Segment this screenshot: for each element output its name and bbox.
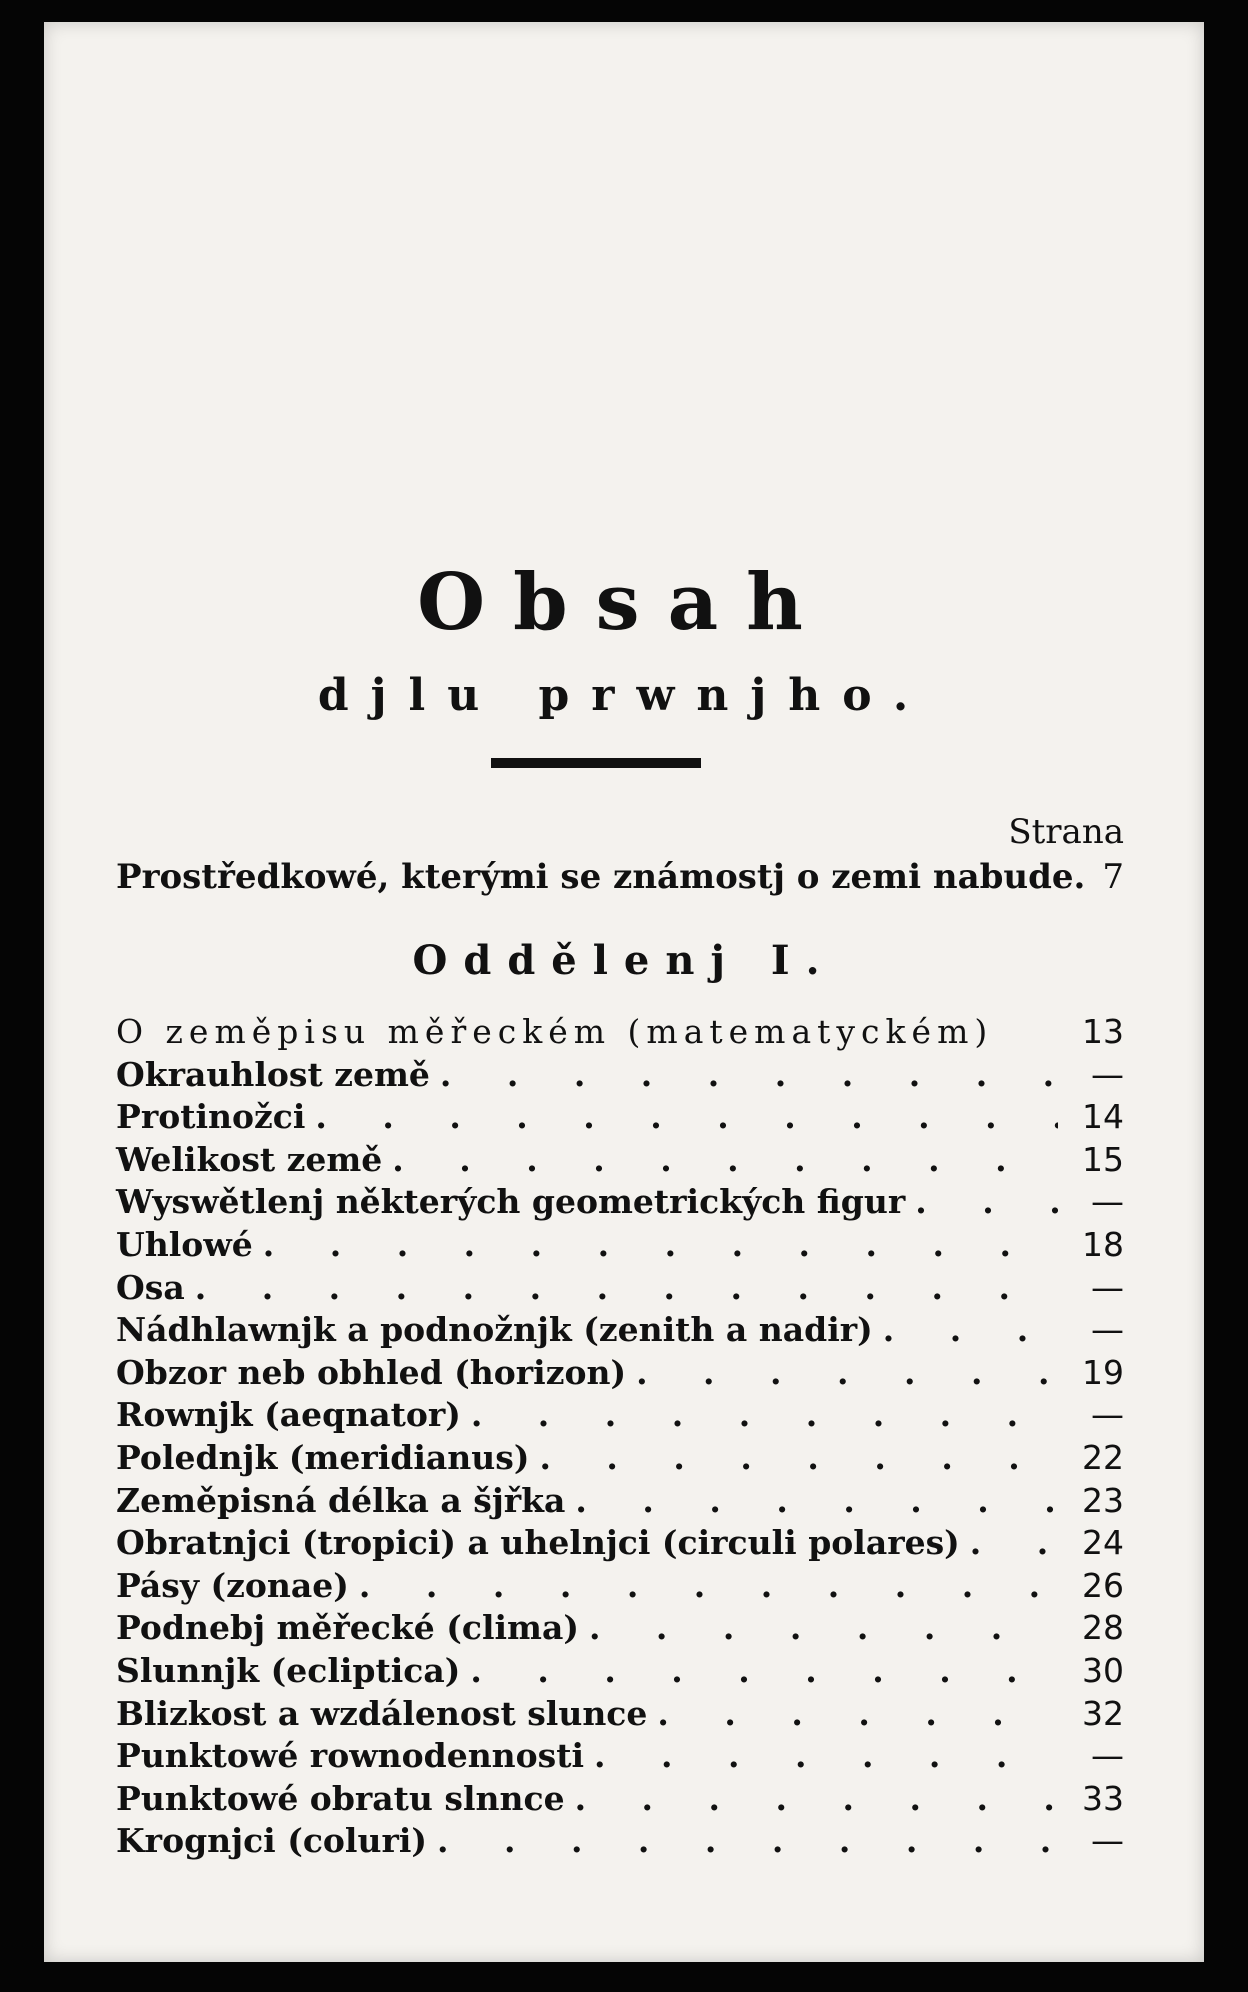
toc-entry-label: Punktowé obratu slnnce — [116, 1778, 565, 1818]
toc-entry — [116, 1140, 1124, 1183]
toc-entry-label: Punktowé rownodennosti — [116, 1736, 585, 1776]
toc-entry — [116, 1182, 1124, 1225]
toc-entry — [116, 1395, 1124, 1438]
title-rule — [491, 758, 701, 768]
page-column-label: Strana — [1008, 812, 1124, 852]
toc-leader-dots — [263, 1225, 1058, 1264]
toc-leader-dots — [589, 1608, 1058, 1647]
toc-leader-dots — [970, 1523, 1058, 1562]
toc-entry-page: 26 — [1082, 1565, 1124, 1605]
intro-page: 7 — [1102, 857, 1124, 897]
toc-leader-dots — [539, 1438, 1058, 1477]
toc-entry-label: O zeměpisu měřeckém (matematyckém) — [116, 1012, 994, 1051]
toc-entry-label: Osa — [116, 1267, 185, 1307]
toc-entry — [116, 1353, 1124, 1396]
toc-entry-page: 22 — [1082, 1437, 1124, 1477]
toc-entry — [116, 1310, 1124, 1353]
toc-leader-dots — [440, 1055, 1058, 1094]
toc-leader-dots — [594, 1736, 1058, 1775]
toc-entry-page: 15 — [1082, 1139, 1124, 1179]
toc-entry-page: — — [1091, 1182, 1124, 1222]
toc-entry-label: Podnebj měřecké (clima) — [116, 1608, 579, 1648]
toc-leader-dots — [575, 1481, 1058, 1520]
toc-entry-page: — — [1091, 1395, 1124, 1435]
toc-leader-dots — [359, 1566, 1058, 1605]
toc-leader-dots — [883, 1310, 1058, 1349]
toc-leader-dots — [471, 1395, 1058, 1434]
toc-entry-page: 32 — [1082, 1693, 1124, 1733]
toc-entry-label: Okrauhlost země — [116, 1054, 430, 1094]
toc-entry — [116, 1481, 1124, 1524]
toc-entry — [116, 1608, 1124, 1651]
toc-entry-label: Obratnjci (tropici) a uhelnjci (circuli polares) — [116, 1523, 960, 1563]
table-of-contents — [116, 1012, 1124, 1864]
page-subtitle: djlu prwnjho. — [317, 670, 931, 721]
toc-entry-page: 23 — [1082, 1480, 1124, 1520]
toc-entry-page: — — [1091, 1054, 1124, 1094]
toc-entry-label: Blizkost a wzdálenost slunce — [116, 1693, 648, 1733]
toc-entry — [116, 1736, 1124, 1779]
toc-entry-label: Krognjci (coluri) — [116, 1821, 427, 1861]
intro-entry — [116, 857, 1124, 897]
toc-entry — [116, 1694, 1124, 1737]
toc-leader-dots — [195, 1268, 1058, 1307]
toc-entry-label: Nádhlawnjk a podnožnjk (zenith a nadir) — [116, 1310, 873, 1350]
toc-entry — [116, 1523, 1124, 1566]
toc-entry-label: Protinožci — [116, 1097, 306, 1137]
toc-leader-dots — [636, 1353, 1058, 1392]
toc-leader-dots — [470, 1651, 1058, 1690]
intro-label: Prostředkowé, kterými se známostj o zemi nabude. — [116, 857, 1086, 897]
toc-entry-page: 18 — [1082, 1224, 1124, 1264]
toc-entry-label: Uhlowé — [116, 1224, 253, 1264]
toc-entry — [116, 1438, 1124, 1481]
toc-leader-dots — [437, 1821, 1058, 1860]
toc-entry — [116, 1097, 1124, 1140]
toc-leader-dots — [575, 1779, 1058, 1818]
toc-entry-label: Pásy (zonae) — [116, 1565, 349, 1605]
toc-entry-page: — — [1091, 1310, 1124, 1350]
toc-entry-page: — — [1091, 1267, 1124, 1307]
toc-leader-dots — [915, 1182, 1058, 1221]
section-heading: Oddělenj I. — [412, 937, 836, 984]
toc-entry — [116, 1779, 1124, 1822]
page-title: Obsah — [417, 557, 831, 648]
toc-entry-label: Welikost země — [116, 1139, 383, 1179]
toc-entry-page: 33 — [1082, 1778, 1124, 1818]
toc-entry-label: Obzor neb obhled (horizon) — [116, 1352, 627, 1392]
toc-entry-page: 24 — [1082, 1523, 1124, 1563]
toc-entry-page: 13 — [1082, 1012, 1124, 1051]
toc-leader-dots — [657, 1694, 1058, 1733]
toc-entry-page: 30 — [1082, 1650, 1124, 1690]
toc-entry — [116, 1225, 1124, 1268]
toc-entry-page: 19 — [1082, 1352, 1124, 1392]
toc-entry-page: 28 — [1082, 1608, 1124, 1648]
toc-leader-dots — [392, 1140, 1058, 1179]
toc-entry-label: Wyswětlenj některých geometrických figur — [116, 1182, 906, 1222]
book-page — [44, 22, 1204, 1962]
toc-entry — [116, 1268, 1124, 1311]
toc-entry-page: 14 — [1082, 1097, 1124, 1137]
toc-entry-label: Polednjk (meridianus) — [116, 1437, 530, 1477]
toc-entry-page: — — [1091, 1736, 1124, 1776]
toc-entry-label: Rownjk (aeqnator) — [116, 1395, 461, 1435]
toc-entry — [116, 1566, 1124, 1609]
toc-entry-label: Zeměpisná délka a šjřka — [116, 1480, 566, 1520]
toc-entry — [116, 1651, 1124, 1694]
toc-entry — [116, 1012, 1124, 1055]
toc-entry — [116, 1821, 1124, 1864]
toc-entry — [116, 1055, 1124, 1098]
toc-entry-label: Slunnjk (ecliptica) — [116, 1650, 461, 1690]
toc-entry-page: — — [1091, 1821, 1124, 1861]
toc-leader-dots — [315, 1097, 1058, 1136]
